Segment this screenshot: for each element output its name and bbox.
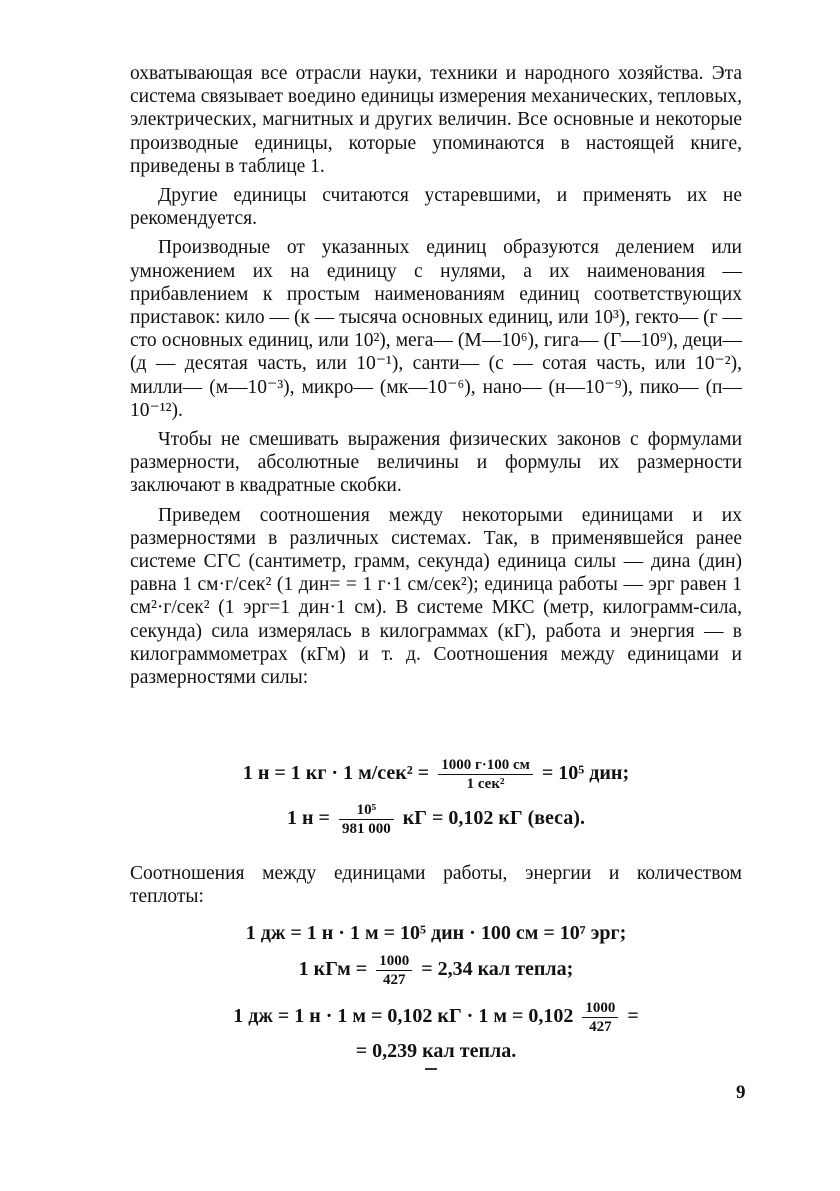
text-block-top — [130, 62, 742, 695]
formula-5-fraction — [582, 999, 618, 1036]
page-number: 9 — [736, 1082, 746, 1103]
formula-2-left: 1 н = — [287, 807, 330, 830]
formula-1-denominator: 1 сек² — [466, 776, 505, 792]
formula-4-numerator: 1000 — [376, 952, 412, 971]
formula-4-fraction — [376, 952, 412, 989]
formula-1-right: = 10⁵ дин; — [541, 762, 630, 785]
formula-newton-kgf — [130, 801, 742, 838]
formula-kgm-cal — [130, 952, 742, 989]
formula-cal-result — [130, 1040, 742, 1063]
formula-force-newton — [130, 756, 742, 793]
paragraph-4: Чтобы не смешивать выражения физических законов с формулами размерности, абсолютные величины и формулы их размерности заключают в квадратные скобки. — [130, 429, 742, 497]
formula-5-left: 1 дж = 1 н · 1 м = 0,102 кГ · 1 м = 0,102 — [233, 1005, 574, 1028]
paragraph-5: Приведем соотношения между некоторыми единицами и их размерностями в различных системах. Так, в применявшейся ранее системе СГС (сантиметр, грамм, секунда) единица силы — дина (дин) равна 1 см·г/сек² (1 дин= = 1 г·1 см/сек²); единица работы — эрг равен 1 см²·г/сек² (1 эрг=1 дин·1 см). В системе МКС (метр, килограмм-сила, секунда) сила измерялась в килограммах (кГ), работа и энергия — в килограммометрах (кГм) и т. д. Соотношения между единицами и размерностями силы: — [130, 504, 742, 689]
formula-5-denominator: 427 — [589, 1019, 612, 1035]
formula-5-right: = — [627, 1005, 639, 1028]
formula-2-denominator: 981 000 — [341, 821, 391, 837]
print-mark — [425, 1068, 437, 1070]
formula-2-right: кГ = 0,102 кГ (веса). — [402, 807, 585, 830]
formula-1-left: 1 н = 1 кг · 1 м/сек² = — [242, 762, 430, 785]
formula-2-numerator: 10⁵ — [339, 801, 394, 820]
paragraph-3: Производные от указанных единиц образуются делением или умножением их на единицу с нулями, а их наименования — прибавлением к простым наименованиям единиц соответствующих приставок: кило — (к — тысяча основных единиц, или 10³), гекто— (г — сто основных единиц, или 10²), мега— (М—10⁶), гига— (Г—10⁹), деци— (д — десятая часть, или 10⁻¹), санти— (с — сотая часть, или 10⁻²), милли— (м—10⁻³), микро— (мк—10⁻⁶), нано— (н—10⁻⁹), пико— (п—10⁻¹²). — [130, 237, 742, 421]
formula-4-left: 1 кГм = — [298, 958, 368, 981]
paragraph-1: охватывающая все отрасли науки, техники и народного хозяйства. Эта система связывает воедино единицы измерения механических, тепловых, электрических, магнитных и других величин. Все основные и некоторые производные единицы, которые упоминаются в настоящей книге, приведены в таблице 1. — [130, 63, 742, 177]
paragraph-2: Другие единицы считаются устаревшими, и применять их не рекомендуется. — [130, 185, 742, 230]
formula-4-denominator: 427 — [382, 972, 406, 988]
formula-1-fraction — [438, 756, 533, 793]
paragraph-6: Соотношения между единицами работы, энергии и количеством теплоты: — [130, 863, 742, 908]
formula-6: = 0,239 кал тепла. — [355, 1040, 517, 1062]
formula-2-fraction — [339, 801, 394, 838]
formula-joule-cal — [130, 999, 742, 1036]
formula-1-numerator: 1000 г·100 см — [438, 756, 533, 775]
formula-joule-erg — [130, 922, 742, 945]
text-block-middle — [130, 862, 742, 914]
formula-3: 1 дж = 1 н · 1 м = 10⁵ дин · 100 см = 10⁷ эрг; — [245, 922, 627, 944]
formula-5-numerator: 1000 — [582, 999, 618, 1018]
formula-4-right: = 2,34 кал тепла; — [421, 958, 574, 981]
